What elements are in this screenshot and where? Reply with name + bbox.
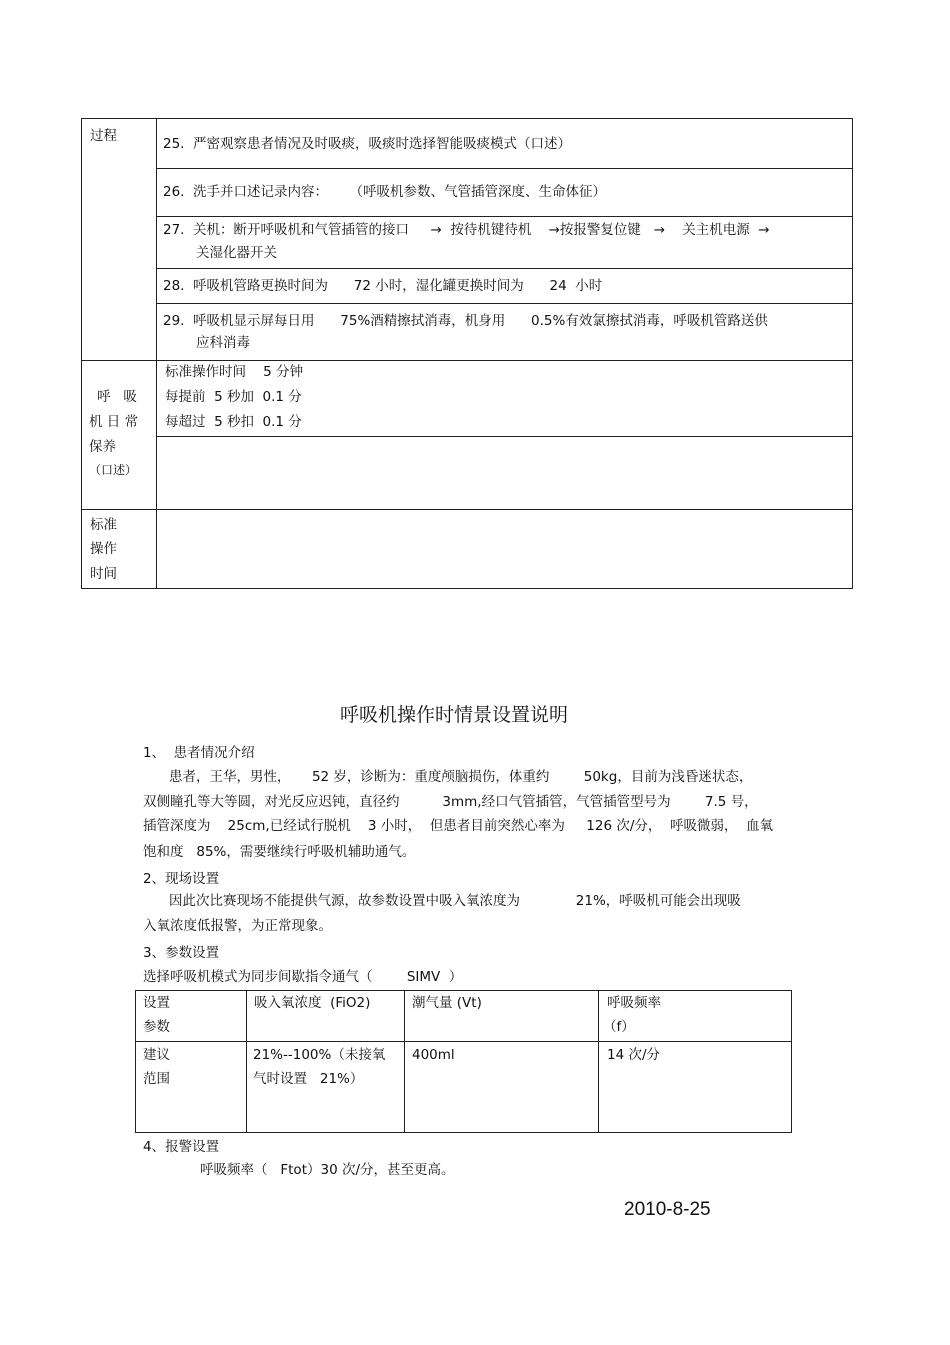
maintenance-label-line: 呼 吸: [97, 389, 137, 405]
section2-line: 入氧浓度低报警，为正常现象。: [143, 918, 332, 934]
standard-label-line: 操作: [90, 541, 117, 557]
maintenance-label-line: 机 日 常: [89, 414, 139, 430]
maintenance-label-line: （口述）: [89, 463, 138, 477]
row-divider: [156, 303, 853, 304]
params-header-cell: 潮气量 (Vt): [412, 995, 482, 1011]
table-column-divider: [156, 118, 157, 589]
section-divider: [81, 360, 853, 361]
section1-line: 饱和度 85%，需要继续行呼吸机辅助通气。: [143, 844, 416, 860]
timing-line: 每提前 5 秒加 0.1 分: [165, 389, 302, 405]
row-divider: [156, 268, 853, 269]
section2-heading: 2、现场设置: [143, 871, 220, 887]
params-row-divider: [135, 1041, 792, 1042]
section1-line: 插管深度为 25cm,已经试行脱机 3 小时， 但患者目前突然心率为 126 次/分， 呼吸微弱， 血氧: [143, 818, 774, 834]
section-divider: [81, 509, 853, 510]
step-25: 25. 严密观察患者情况及时吸痰，吸痰时选择智能吸痰模式（口述）: [163, 136, 572, 152]
section1-line: 患者，王华，男性， 52 岁，诊断为：重度颅脑损伤，体重约 50kg，目前为浅昏迷状态，: [169, 769, 753, 785]
timing-line: 每超过 5 秒扣 0.1 分: [165, 414, 302, 430]
step-26: 26. 洗手并口述记录内容： （呼吸机参数、气管插管深度、生命体征）: [163, 184, 607, 200]
standard-label-line: 标准: [90, 517, 117, 533]
params-row-cell: 400ml: [412, 1047, 455, 1063]
document-date: 2010-8-25: [624, 1199, 711, 1220]
params-row-cell: 21%--100%（未接氧: [253, 1047, 386, 1063]
step-29-cont: 应科消毒: [196, 335, 250, 351]
section4-heading: 4、报警设置: [143, 1139, 220, 1155]
params-col-divider: [246, 990, 247, 1133]
step-28: 28. 呼吸机管路更换时间为 72 小时，湿化罐更换时间为 24 小时: [163, 278, 603, 294]
params-row-cell: 气时设置 21%）: [253, 1071, 364, 1087]
section1-line: 双侧瞳孔等大等圆，对光反应迟钝，直径约 3mm,经口气管插管，气管插管型号为 7.5 号，: [143, 794, 758, 810]
params-row-cell: 14 次/分: [607, 1047, 661, 1063]
params-header-cell: （f）: [603, 1019, 635, 1035]
maintenance-label-line: 保养: [89, 439, 116, 455]
section2-line: 因此次比赛现场不能提供气源，故参数设置中吸入氧浓度为 21%，呼吸机可能会出现吸: [169, 893, 741, 909]
params-header-cell: 参数: [143, 1019, 170, 1035]
section-label-process: 过程: [90, 128, 117, 144]
params-col-divider: [404, 990, 405, 1133]
params-header-cell: 呼吸频率: [607, 995, 661, 1011]
section4-line: 呼吸频率（ Ftot）30 次/分，甚至更高。: [200, 1162, 455, 1178]
section1-heading: 1、 患者情况介绍: [143, 745, 255, 761]
row-divider: [156, 216, 853, 217]
standard-label-line: 时间: [90, 566, 117, 582]
timing-line: 标准操作时间 5 分钟: [165, 364, 304, 380]
section3-intro: 选择呼吸机模式为同步间歇指令通气（ SIMV ）: [143, 969, 463, 985]
section3-heading: 3、参数设置: [143, 945, 220, 961]
params-header-cell: 设置: [143, 995, 170, 1011]
row-divider: [156, 436, 853, 437]
row-divider: [156, 168, 853, 169]
params-row-cell: 范围: [143, 1071, 170, 1087]
step-27-cont: 关湿化器开关: [196, 245, 277, 261]
params-row-cell: 建议: [143, 1047, 170, 1063]
scenario-title: 呼吸机操作时情景设置说明: [340, 704, 569, 726]
step-29: 29. 呼吸机显示屏每日用 75%酒精擦拭消毒，机身用 0.5%有效氯擦拭消毒，呼吸机管路送供: [163, 313, 768, 329]
params-col-divider: [598, 990, 599, 1133]
step-27: 27. 关机：断开呼吸机和气管插管的接口 → 按待机键待机 →按报警复位键 → 关主机电源 →: [163, 222, 770, 238]
params-header-cell: 吸入氧浓度 (FiO2): [254, 995, 371, 1011]
